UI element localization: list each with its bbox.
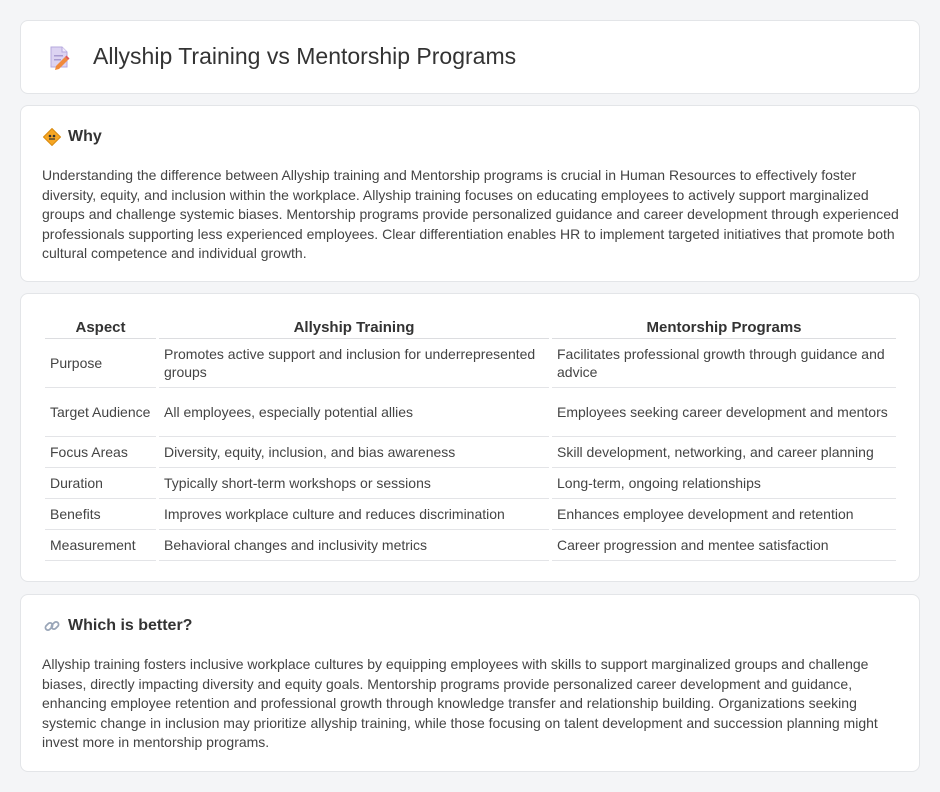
table-row [45, 339, 896, 388]
cell-mentorship: Long-term, ongoing relationships [552, 468, 896, 499]
page-title: Allyship Training vs Mentorship Programs [93, 43, 517, 69]
header-mentorship: Mentorship Programs [552, 316, 896, 339]
cell-mentorship: Enhances employee development and retention [552, 499, 896, 530]
comparison-card [20, 293, 920, 582]
cell-aspect: Benefits [45, 499, 156, 530]
why-card [20, 105, 920, 282]
cell-allyship: Typically short-term workshops or sessions [159, 468, 549, 499]
title-card [20, 20, 920, 94]
header-allyship: Allyship Training [159, 316, 549, 339]
table-row [45, 437, 896, 468]
why-paragraph: Understanding the difference between Allyship training and Mentorship programs is crucial in Human Resources to effectively foster diversity, equity, and inclusion within the workplace. Allyship training focuses on educating employees to actively support marginalized groups and challenge systemic biases. Mentorship programs provide personalized guidance and career development through experienced professionals supporting less experienced employees. Clear differentiation enables HR to implement targeted initiatives that promote both cultural competence and individual growth. [42, 167, 899, 262]
which-better-card [20, 594, 920, 772]
cell-allyship: Behavioral changes and inclusivity metrics [159, 530, 549, 561]
cell-allyship: Diversity, equity, inclusion, and bias awareness [159, 437, 549, 468]
cell-aspect: Target Audience [45, 388, 156, 437]
cell-allyship: All employees, especially potential allies [159, 388, 549, 437]
table-row [45, 530, 896, 561]
cell-mentorship: Career progression and mentee satisfaction [552, 530, 896, 561]
link-icon [43, 617, 61, 635]
table-row [45, 388, 896, 437]
cell-allyship: Improves workplace culture and reduces discrimination [159, 499, 549, 530]
better-heading [43, 617, 192, 635]
diamond-sign-icon [43, 128, 61, 146]
title-row [47, 43, 516, 70]
cell-aspect: Measurement [45, 530, 156, 561]
better-title: Which is better? [68, 617, 193, 634]
cell-aspect: Focus Areas [45, 437, 156, 468]
cell-mentorship: Skill development, networking, and career planning [552, 437, 896, 468]
cell-aspect: Duration [45, 468, 156, 499]
cell-mentorship: Employees seeking career development and mentors [552, 388, 896, 437]
why-heading [43, 128, 102, 146]
table-row [45, 499, 896, 530]
cell-allyship: Promotes active support and inclusion for underrepresented groups [159, 339, 549, 388]
cell-mentorship: Facilitates professional growth through guidance and advice [552, 339, 896, 388]
header-aspect: Aspect [45, 316, 156, 339]
cell-aspect: Purpose [45, 339, 156, 388]
table-header-row [45, 316, 896, 339]
better-paragraph: Allyship training fosters inclusive workplace cultures by equipping employees with skills to support marginalized groups and challenge biases, directly impacting diversity and equity goals. Mentorship programs provide personalized career development and guidance, enhancing employee retention and professional growth through knowledge transfer and relationship building. Organizations seeking systemic change in inclusion may prioritize allyship training, while those focusing on talent development and succession planning might invest more in mentorship programs. [42, 656, 878, 751]
document-pencil-icon [47, 44, 71, 70]
comparison-table [42, 316, 899, 561]
why-title: Why [68, 128, 102, 145]
table-row [45, 468, 896, 499]
